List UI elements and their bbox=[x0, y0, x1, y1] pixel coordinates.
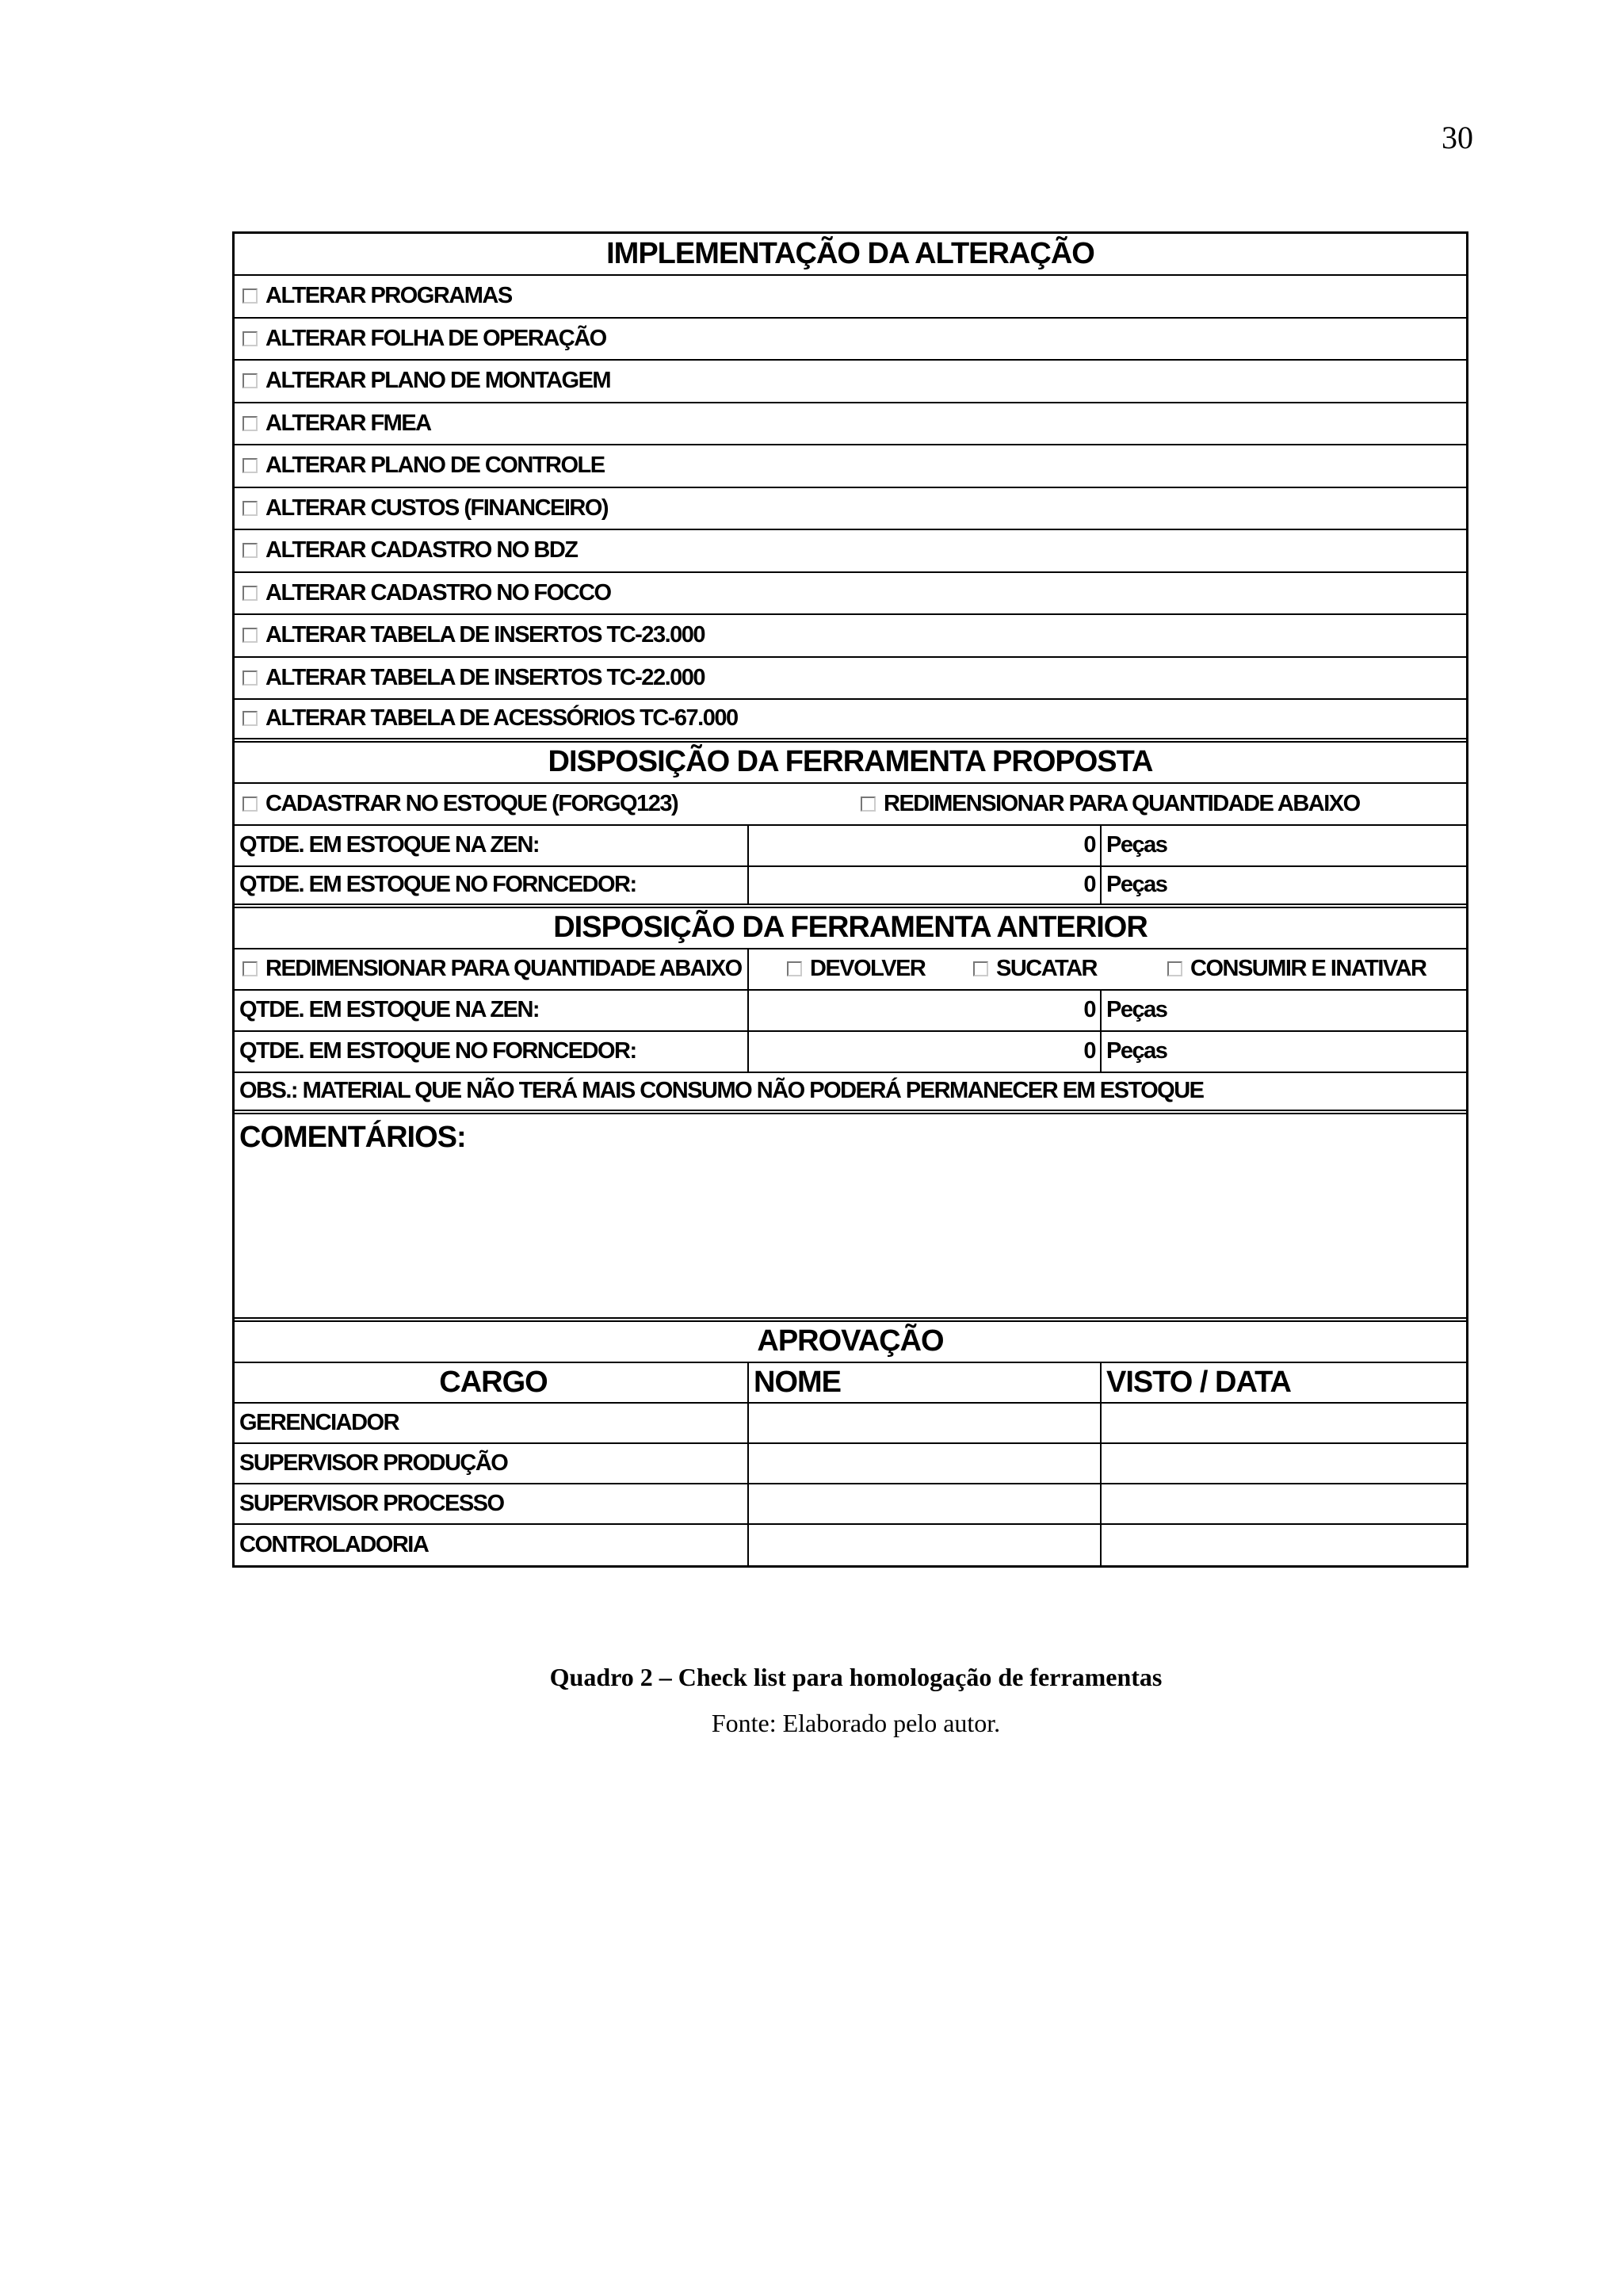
item-label: ALTERAR FOLHA DE OPERAÇÃO bbox=[265, 325, 606, 351]
checklist-form bbox=[232, 231, 1468, 1568]
option-resize[interactable] bbox=[861, 791, 1360, 817]
caption-title: Quadro 2 – Check list para homologação de ferramentas bbox=[549, 1663, 1163, 1691]
qty-row bbox=[235, 991, 1466, 1032]
checkbox-icon[interactable] bbox=[242, 670, 258, 686]
previous-title: DISPOSIÇÃO DA FERRAMENTA ANTERIOR bbox=[553, 911, 1148, 944]
qty-value[interactable]: 0 bbox=[749, 1032, 1102, 1072]
checklist-item[interactable] bbox=[235, 445, 1466, 488]
name-field[interactable] bbox=[749, 1404, 1102, 1442]
option-return[interactable] bbox=[749, 949, 973, 989]
approval-row bbox=[235, 1404, 1466, 1444]
qty-row bbox=[235, 1032, 1466, 1073]
checklist-item[interactable] bbox=[235, 361, 1466, 403]
header-cargo: CARGO bbox=[235, 1363, 749, 1402]
header-visto-data: VISTO / DATA bbox=[1106, 1365, 1291, 1399]
item-label: ALTERAR PLANO DE CONTROLE bbox=[265, 453, 605, 479]
approval-row bbox=[235, 1525, 1466, 1565]
qty-label: QTDE. EM ESTOQUE NA ZEN: bbox=[235, 826, 749, 865]
checkbox-icon[interactable] bbox=[242, 331, 258, 346]
qty-row bbox=[235, 867, 1466, 908]
item-label: ALTERAR FMEA bbox=[265, 410, 431, 436]
stock-note: OBS.: MATERIAL QUE NÃO TERÁ MAIS CONSUMO NÃO PODERÁ PERMANECER EM ESTOQUE bbox=[239, 1078, 1204, 1103]
option-resize-label: REDIMENSIONAR PARA QUANTIDADE ABAIXO bbox=[265, 956, 742, 981]
qty-label: QTDE. EM ESTOQUE NO FORNCEDOR: bbox=[235, 1032, 749, 1072]
option-resize-label: REDIMENSIONAR PARA QUANTIDADE ABAIXO bbox=[884, 790, 1360, 816]
checklist-item[interactable] bbox=[235, 700, 1466, 743]
previous-options-row bbox=[235, 949, 1466, 991]
checkbox-icon[interactable] bbox=[242, 543, 258, 558]
comments-label: COMENTÁRIOS: bbox=[239, 1120, 466, 1154]
signature-date-field[interactable] bbox=[1102, 1444, 1466, 1483]
option-register-label: CADASTRAR NO ESTOQUE (FORGQ123) bbox=[265, 790, 678, 816]
header-nome: NOME bbox=[749, 1363, 1102, 1402]
proposed-title: DISPOSIÇÃO DA FERRAMENTA PROPOSTA bbox=[548, 745, 1153, 778]
approval-row bbox=[235, 1444, 1466, 1484]
item-label: ALTERAR TABELA DE INSERTOS TC-22.000 bbox=[265, 664, 705, 690]
section-title-approval bbox=[235, 1322, 1466, 1363]
item-label: ALTERAR CADASTRO NO BDZ bbox=[265, 537, 578, 563]
checkbox-icon[interactable] bbox=[242, 288, 258, 304]
implementation-title: IMPLEMENTAÇÃO DA ALTERAÇÃO bbox=[606, 237, 1094, 270]
signature-date-field[interactable] bbox=[1102, 1404, 1466, 1442]
item-label: ALTERAR TABELA DE ACESSÓRIOS TC-67.000 bbox=[265, 705, 738, 732]
option-scrap[interactable] bbox=[973, 949, 1167, 989]
checklist-item[interactable] bbox=[235, 530, 1466, 573]
option-consume-label: CONSUMIR E INATIVAR bbox=[1190, 956, 1426, 981]
comments-box[interactable] bbox=[235, 1114, 1466, 1322]
checkbox-icon[interactable] bbox=[242, 797, 258, 812]
qty-label: QTDE. EM ESTOQUE NA ZEN: bbox=[235, 991, 749, 1030]
signature-date-field[interactable] bbox=[1102, 1525, 1466, 1565]
role-label: GERENCIADOR bbox=[235, 1404, 749, 1442]
qty-unit: Peças bbox=[1106, 872, 1167, 897]
checklist-item[interactable] bbox=[235, 573, 1466, 616]
item-label: ALTERAR PLANO DE MONTAGEM bbox=[265, 368, 611, 394]
checklist-item[interactable] bbox=[235, 658, 1466, 701]
proposed-options-row bbox=[235, 784, 1466, 826]
item-label: ALTERAR PROGRAMAS bbox=[265, 283, 512, 309]
checklist-item[interactable] bbox=[235, 488, 1466, 531]
note-row bbox=[235, 1073, 1466, 1114]
checkbox-icon[interactable] bbox=[242, 501, 258, 516]
checkbox-icon[interactable] bbox=[242, 628, 258, 643]
checkbox-icon[interactable] bbox=[242, 961, 258, 976]
option-register[interactable] bbox=[242, 791, 861, 817]
name-field[interactable] bbox=[749, 1525, 1102, 1565]
section-title-proposed bbox=[235, 743, 1466, 784]
qty-value[interactable]: 0 bbox=[749, 991, 1102, 1030]
qty-row bbox=[235, 826, 1466, 867]
checkbox-icon[interactable] bbox=[1167, 961, 1182, 976]
checklist-item[interactable] bbox=[235, 403, 1466, 446]
caption-source: Fonte: Elaborado pelo autor. bbox=[711, 1709, 1001, 1737]
qty-unit: Peças bbox=[1106, 1038, 1167, 1064]
role-label: CONTROLADORIA bbox=[235, 1525, 749, 1565]
signature-date-field[interactable] bbox=[1102, 1484, 1466, 1523]
section-title-previous bbox=[235, 908, 1466, 949]
option-return-label: DEVOLVER bbox=[810, 956, 926, 981]
approval-title: APROVAÇÃO bbox=[757, 1324, 944, 1358]
item-label: ALTERAR CUSTOS (FINANCEIRO) bbox=[265, 495, 609, 521]
section-title-implementation bbox=[235, 234, 1466, 276]
checklist-item[interactable] bbox=[235, 615, 1466, 658]
option-scrap-label: SUCATAR bbox=[996, 956, 1097, 981]
approval-row bbox=[235, 1484, 1466, 1525]
checkbox-icon[interactable] bbox=[973, 961, 988, 976]
checklist-item[interactable] bbox=[235, 319, 1466, 361]
qty-label: QTDE. EM ESTOQUE NO FORNCEDOR: bbox=[235, 867, 749, 904]
role-label: SUPERVISOR PROCESSO bbox=[235, 1484, 749, 1523]
checkbox-icon[interactable] bbox=[787, 961, 802, 976]
checkbox-icon[interactable] bbox=[242, 586, 258, 601]
qty-unit: Peças bbox=[1106, 997, 1167, 1022]
approval-header-row bbox=[235, 1363, 1466, 1404]
page-number: 30 bbox=[1442, 120, 1473, 155]
qty-value[interactable]: 0 bbox=[749, 867, 1102, 904]
option-consume[interactable] bbox=[1167, 949, 1466, 989]
checkbox-icon[interactable] bbox=[242, 373, 258, 388]
checkbox-icon[interactable] bbox=[861, 797, 876, 812]
checklist-item[interactable] bbox=[235, 276, 1466, 319]
item-label: ALTERAR TABELA DE INSERTOS TC-23.000 bbox=[265, 622, 705, 648]
qty-value[interactable]: 0 bbox=[749, 826, 1102, 865]
role-label: SUPERVISOR PRODUÇÃO bbox=[235, 1444, 749, 1483]
item-label: ALTERAR CADASTRO NO FOCCO bbox=[265, 579, 611, 606]
checkbox-icon[interactable] bbox=[242, 458, 258, 473]
name-field[interactable] bbox=[749, 1484, 1102, 1523]
option-resize[interactable] bbox=[235, 949, 749, 989]
qty-unit: Peças bbox=[1106, 832, 1167, 858]
checkbox-icon[interactable] bbox=[242, 711, 258, 726]
checkbox-icon[interactable] bbox=[242, 416, 258, 431]
name-field[interactable] bbox=[749, 1444, 1102, 1483]
